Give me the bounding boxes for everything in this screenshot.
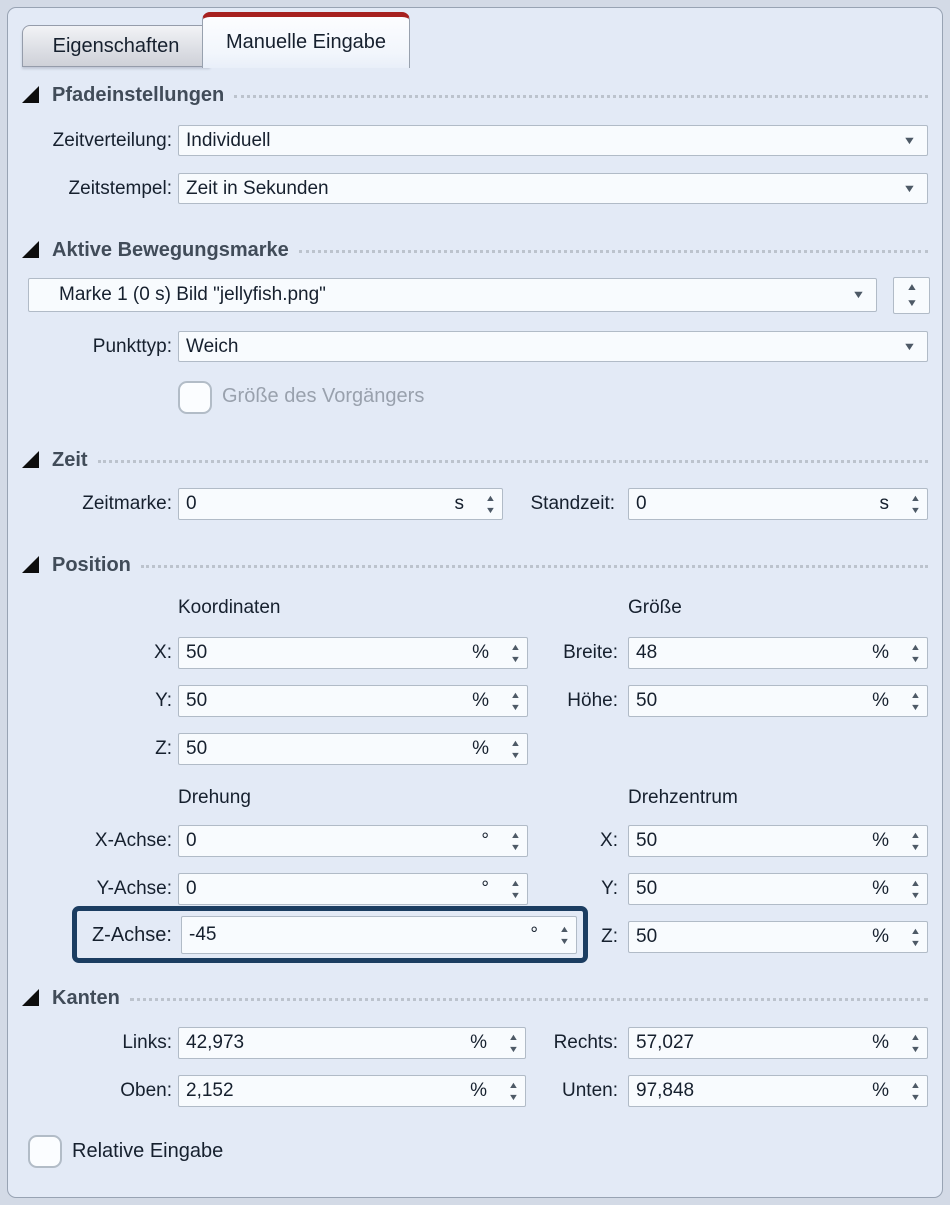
zeitstempel-dropdown[interactable] [178, 173, 928, 204]
hoehe-value: 50 [636, 690, 658, 711]
zeitmarke-label: Zeitmarke: [82, 493, 172, 514]
spin-down-icon: ▼ [909, 654, 921, 664]
hoehe-unit: % [872, 690, 889, 711]
standzeit-unit: s [879, 493, 889, 514]
unten-unit: % [872, 1080, 889, 1101]
zeitverteilung-value: Individuell [186, 129, 271, 151]
spin-arrows[interactable] [903, 922, 927, 952]
unten-label: Unten: [562, 1080, 618, 1101]
center-y-label: Y: [601, 878, 618, 899]
spin-up-icon: ▲ [909, 1032, 921, 1042]
drehzentrum-column-header: Drehzentrum [628, 787, 738, 808]
standzeit-spinbox[interactable] [628, 488, 928, 520]
spin-down-icon: ▼ [909, 505, 921, 515]
spin-down-icon: ▼ [484, 505, 496, 515]
tab-manuelle-eingabe-label: Manuelle Eingabe [225, 31, 387, 53]
groesse-vorgaengers-checkbox[interactable] [178, 381, 212, 414]
zeitmarke-spinbox[interactable] [178, 488, 503, 520]
rot-y-spinbox[interactable] [178, 873, 528, 905]
section-header-bewegungsmarke[interactable] [22, 236, 928, 264]
dotted-leader [141, 565, 928, 568]
spin-arrows[interactable] [903, 826, 927, 856]
punkttyp-dropdown[interactable] [178, 331, 928, 362]
spin-up-icon: ▲ [909, 1080, 921, 1090]
oben-unit: % [470, 1080, 487, 1101]
center-x-value: 50 [636, 830, 658, 851]
rechts-label: Rechts: [553, 1032, 618, 1053]
unten-spinbox[interactable] [628, 1075, 928, 1107]
drehung-column-header: Drehung [178, 787, 251, 808]
section-title: Aktive Bewegungsmarke [52, 238, 289, 261]
center-y-unit: % [872, 878, 889, 899]
center-z-label: Z: [601, 926, 618, 947]
tab-eigenschaften[interactable] [22, 25, 210, 67]
zeitstempel-label: Zeitstempel: [68, 178, 172, 199]
spin-down-icon[interactable]: ▼ [905, 298, 918, 309]
spin-up-icon: ▲ [507, 1080, 519, 1090]
spin-down-icon: ▼ [509, 654, 521, 664]
spin-arrows[interactable] [903, 1076, 927, 1106]
coord-y-spinbox[interactable] [178, 685, 528, 717]
center-x-spinbox[interactable] [628, 825, 928, 857]
center-z-spinbox[interactable] [628, 921, 928, 953]
section-header-position[interactable] [22, 551, 928, 579]
spin-up-icon: ▲ [909, 642, 921, 652]
spin-arrows[interactable] [903, 1028, 927, 1058]
spin-down-icon: ▼ [509, 842, 521, 852]
hoehe-label: Höhe: [567, 690, 618, 711]
spin-up-icon: ▲ [509, 878, 521, 888]
zeitmarke-value: 0 [186, 493, 197, 514]
standzeit-label: Standzeit: [530, 493, 615, 514]
breite-spinbox[interactable] [628, 637, 928, 669]
spin-down-icon: ▼ [909, 1044, 921, 1054]
center-z-value: 50 [636, 926, 658, 947]
spin-down-icon: ▼ [509, 890, 521, 900]
spin-up-icon: ▲ [909, 830, 921, 840]
spin-up-icon[interactable]: ▲ [905, 282, 918, 293]
spin-up-icon: ▲ [509, 738, 521, 748]
spin-arrows[interactable] [503, 734, 527, 764]
dropdown-arrow-icon: ▼ [902, 134, 917, 147]
zeitstempel-value: Zeit in Sekunden [186, 177, 329, 199]
spin-up-icon: ▲ [909, 493, 921, 503]
oben-spinbox[interactable] [178, 1075, 526, 1107]
dotted-leader [234, 95, 928, 98]
oben-value: 2,152 [186, 1080, 234, 1101]
spin-down-icon: ▼ [507, 1092, 519, 1102]
center-y-value: 50 [636, 878, 658, 899]
section-title: Pfadeinstellungen [52, 83, 225, 106]
coord-z-label: Z: [155, 738, 172, 759]
section-header-pfadeinstellungen[interactable] [22, 81, 928, 109]
spin-down-icon: ▼ [507, 1044, 519, 1054]
coord-x-unit: % [472, 642, 489, 663]
groesse-vorgaengers-label: Größe des Vorgängers [222, 385, 425, 407]
marke-dropdown[interactable] [28, 278, 877, 312]
rot-z-label: Z-Achse: [91, 924, 172, 946]
breite-unit: % [872, 642, 889, 663]
spin-down-icon: ▼ [558, 936, 570, 946]
section-header-zeit[interactable] [22, 446, 928, 474]
relative-eingabe-checkbox[interactable] [28, 1135, 62, 1168]
rot-x-unit: ° [481, 830, 489, 851]
punkttyp-value: Weich [186, 335, 239, 357]
spin-up-icon: ▲ [909, 926, 921, 936]
collapse-triangle-icon [22, 989, 39, 1006]
coord-x-value: 50 [186, 642, 208, 663]
spin-down-icon: ▼ [909, 890, 921, 900]
collapse-triangle-icon [22, 241, 39, 258]
links-value: 42,973 [186, 1032, 245, 1053]
oben-label: Oben: [120, 1080, 172, 1101]
coord-z-spinbox[interactable] [178, 733, 528, 765]
coord-x-spinbox[interactable] [178, 637, 528, 669]
koordinaten-column-header: Koordinaten [178, 597, 281, 618]
coord-z-value: 50 [186, 738, 208, 759]
center-z-unit: % [872, 926, 889, 947]
spin-arrows[interactable] [903, 874, 927, 904]
dropdown-arrow-icon: ▼ [902, 182, 917, 195]
dotted-leader [130, 998, 928, 1001]
dropdown-arrow-icon: ▼ [851, 289, 866, 301]
spin-up-icon: ▲ [509, 642, 521, 652]
section-title: Zeit [52, 448, 88, 471]
collapse-triangle-icon [22, 86, 39, 103]
spin-arrows[interactable] [903, 686, 927, 716]
spin-up-icon: ▲ [484, 493, 496, 503]
links-unit: % [470, 1032, 487, 1053]
spin-down-icon: ▼ [909, 702, 921, 712]
rot-x-label: X-Achse: [94, 830, 172, 851]
spin-up-icon: ▲ [509, 690, 521, 700]
marke-value: Marke 1 (0 s) Bild "jellyfish.png" [59, 284, 326, 305]
punkttyp-label: Punkttyp: [92, 336, 172, 357]
section-title: Kanten [52, 986, 120, 1009]
spin-down-icon: ▼ [909, 842, 921, 852]
center-y-spinbox[interactable] [628, 873, 928, 905]
zeitverteilung-dropdown[interactable] [178, 125, 928, 156]
marke-stepper[interactable] [893, 277, 930, 314]
collapse-triangle-icon [22, 451, 39, 468]
rot-y-unit: ° [481, 878, 489, 899]
spin-down-icon: ▼ [509, 702, 521, 712]
spin-up-icon: ▲ [507, 1032, 519, 1042]
spin-arrows[interactable] [552, 917, 576, 953]
spin-up-icon: ▲ [558, 924, 570, 934]
center-x-unit: % [872, 830, 889, 851]
hoehe-spinbox[interactable] [628, 685, 928, 717]
links-spinbox[interactable] [178, 1027, 526, 1059]
rechts-value: 57,027 [636, 1032, 695, 1053]
spin-arrows[interactable] [478, 489, 502, 519]
spin-down-icon: ▼ [909, 938, 921, 948]
dotted-leader [98, 460, 928, 463]
section-title: Position [52, 553, 131, 576]
zeitmarke-unit: s [454, 493, 464, 514]
coord-y-value: 50 [186, 690, 208, 711]
dropdown-arrow-icon: ▼ [902, 340, 917, 353]
dotted-leader [299, 250, 928, 253]
rot-x-value: 0 [186, 830, 197, 851]
unten-value: 97,848 [636, 1080, 695, 1101]
coord-y-unit: % [472, 690, 489, 711]
rot-z-spinbox[interactable] [181, 916, 577, 954]
tab-eigenschaften-label: Eigenschaften [52, 34, 180, 57]
rot-y-value: 0 [186, 878, 197, 899]
spin-down-icon: ▼ [509, 750, 521, 760]
spin-arrows[interactable] [903, 638, 927, 668]
spin-up-icon: ▲ [909, 690, 921, 700]
coord-y-label: Y: [155, 690, 172, 711]
spin-up-icon: ▲ [509, 830, 521, 840]
rechts-spinbox[interactable] [628, 1027, 928, 1059]
center-x-label: X: [600, 830, 618, 851]
rechts-unit: % [872, 1032, 889, 1053]
rot-x-spinbox[interactable] [178, 825, 528, 857]
tab-manuelle-eingabe[interactable] [202, 12, 410, 68]
coord-x-label: X: [154, 642, 172, 663]
coord-z-unit: % [472, 738, 489, 759]
standzeit-value: 0 [636, 493, 647, 514]
groesse-column-header: Größe [628, 597, 682, 618]
spin-down-icon: ▼ [909, 1092, 921, 1102]
rot-y-label: Y-Achse: [96, 878, 172, 899]
rot-z-unit: ° [530, 924, 538, 945]
section-header-kanten[interactable] [22, 984, 928, 1012]
collapse-triangle-icon [22, 556, 39, 573]
relative-eingabe-label: Relative Eingabe [72, 1140, 224, 1162]
rot-z-value: -45 [189, 924, 217, 945]
links-label: Links: [122, 1032, 172, 1053]
breite-label: Breite: [563, 642, 618, 663]
zeitverteilung-label: Zeitverteilung: [52, 130, 172, 151]
spin-arrows[interactable] [903, 489, 927, 519]
spin-up-icon: ▲ [909, 878, 921, 888]
breite-value: 48 [636, 642, 658, 663]
